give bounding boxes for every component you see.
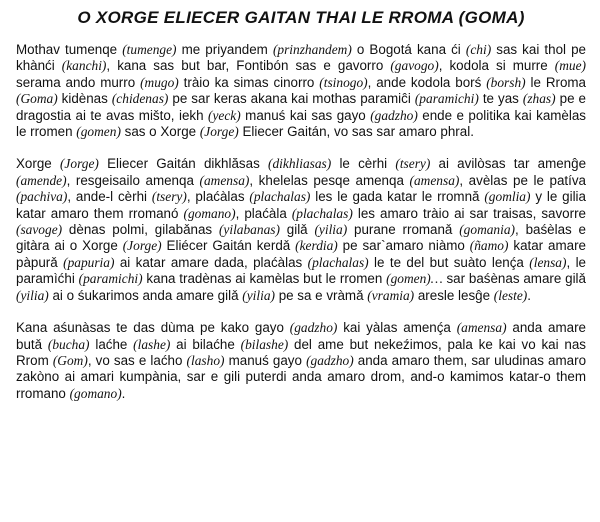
text-segment: o Bogotá kana ći [351,42,466,57]
text-segment: gilǎ [279,222,315,238]
pronunciation-gloss: (kerdia) [295,238,338,254]
pronunciation-gloss: (mue) [554,58,586,74]
paragraph-2 [16,156,586,304]
pronunciation-gloss: (Jorge) [122,238,162,254]
text-segment: ai avilòsas tar amenĝe [430,156,587,172]
text-segment: . [527,287,531,303]
pronunciation-gloss: (lensa) [529,254,567,270]
pronunciation-gloss: (dikhliasas) [268,156,332,172]
pronunciation-gloss: (kanchi) [61,58,107,74]
text-segment: , khelelas pesqe amenqa [249,172,410,188]
text-segment: laćhe [89,336,134,352]
pronunciation-gloss: (lasho) [186,352,225,368]
pronunciation-gloss: (mugo) [140,74,179,90]
pronunciation-gloss: (gomen)… [386,271,443,287]
pronunciation-gloss: (Jorge) [59,156,99,172]
pronunciation-gloss: (gadzho) [306,352,354,368]
text-segment: dènas polmi, gilabǎnas [62,222,219,238]
text-segment: pe sar keras akana kai mothas paramiĉi [168,91,415,107]
pronunciation-gloss: (paramichi) [78,271,143,287]
pronunciation-gloss: (amensa) [456,320,507,336]
text-segment: y le gilia katar amaro them rromanó [16,189,586,221]
pronunciation-gloss: (pachiva) [16,189,68,205]
pronunciation-gloss: (leste) [493,287,528,303]
document-title: O XORGE ELIECER GAITAN THAI LE RROMA (GOMA) [77,8,525,27]
text-segment: , baśèlas e gitàra ai o Xorge [16,222,586,254]
pronunciation-gloss: (paramichi) [414,91,479,107]
pronunciation-gloss: (Goma) [16,91,58,107]
pronunciation-gloss: (zhas) [522,91,556,107]
text-segment: les amaro tràio ai sar traisas, savorre [352,205,586,221]
text-segment: les le gada katar le rromnă [310,189,485,205]
pronunciation-gloss: (tsery) [151,189,187,205]
pronunciation-gloss: (gavogo) [390,58,439,74]
pronunciation-gloss: (yeck) [208,107,241,123]
pronunciation-gloss: (savoge) [16,222,63,238]
pronunciation-gloss: (tumenge) [122,42,177,57]
paragraph-3 [16,320,586,402]
text-segment: Eliecer Gaitán, vo sas sar amaro phral. [238,124,474,140]
pronunciation-gloss: (lashe) [133,336,171,352]
text-segment: le cèrhi [331,156,396,172]
pronunciation-gloss: (ñamo) [469,238,509,254]
text-segment: kidènas [57,91,112,107]
text-segment: purane rromanǎ [347,222,460,238]
text-segment: ai o śukarimos anda amare gilǎ [48,287,243,303]
text-segment: sar baśènas amare gilǎ [442,271,586,287]
pronunciation-gloss: (yilia) [16,287,49,303]
text-segment: me priyandem [176,42,273,57]
pronunciation-gloss: (gomlia) [484,189,531,205]
pronunciation-gloss: (bilashe) [240,336,289,352]
pronunciation-gloss: (plachalas) [307,254,369,270]
text-segment: anda amaro them, sar uludinas amaro zakòno ai amari kumpània, sar e gili puterdi anda amaro drom, and-o kamimos katar-o them rromano [16,352,587,401]
text-segment: sas kai thol pe khànći [16,42,586,74]
text-segment: , plaćàla [235,205,292,221]
pronunciation-gloss: (tsinogo) [319,74,368,90]
pronunciation-gloss: (yilia) [242,287,275,303]
text-segment: anda amare butǎ [16,320,586,352]
text-segment: tràio ka simas cinorro [178,74,320,90]
text-segment: pe sar`amaro niàmo [337,238,470,254]
text-segment: del ame but nekeźimos, pala ke kai vo kai nas Rrom [16,336,586,368]
text-segment: manuś gayo [224,352,307,368]
pronunciation-gloss: (gadzho) [370,107,418,123]
text-segment: , vo sas e laćho [87,352,187,368]
text-segment: ende e politika kai kamèlas le rromen [16,107,586,140]
text-segment: sas o Xorge [120,124,200,140]
pronunciation-gloss: (gomano) [69,385,122,401]
pronunciation-gloss: (Gom) [52,352,88,368]
text-segment: Eliécer Gaitán kerdǎ [161,238,296,254]
pronunciation-gloss: (gomania) [459,222,516,238]
text-segment: , plaćàlas [186,189,250,205]
pronunciation-gloss: (plachalas) [291,205,353,221]
pronunciation-gloss: (amensa) [409,172,460,188]
text-segment: Mothav tumenqe [16,42,123,57]
text-segment: , kana sas but bar, Fontibón sas e gavorro [106,58,391,74]
pronunciation-gloss: (yilia) [314,222,348,238]
pronunciation-gloss: (tsery) [395,156,431,172]
text-segment: le te del but suàto lenḉa [368,254,530,270]
text-segment: , kodola si murre [438,58,555,74]
text-segment: kai yàlas amenḉa [337,320,457,336]
pronunciation-gloss: (borsh) [486,74,526,90]
text-segment: Kana aśunàsas te das dùma pe kako gayo [16,320,290,336]
text-segment: kana tradènas ai kamèlas but le rromen [142,271,387,287]
text-segment: ai katar amare dada, plaćàlas [114,254,308,270]
text-segment: aresle lesĝe [414,287,494,303]
pronunciation-gloss: (prinzhandem) [272,42,352,57]
pronunciation-gloss: (chidenas) [111,91,169,107]
text-segment: te yas [478,91,523,107]
text-segment: , ande-l cèrhi [67,189,152,205]
text-segment: , resgeisailo amenqa [66,172,200,188]
pronunciation-gloss: (gadzho) [289,320,338,336]
text-segment: Xorge [16,156,60,172]
text-segment: pe e dragostia ai te avas mišto, iekh [16,91,586,123]
text-segment: pe sa e vràmǎ [274,287,368,303]
text-segment: , avèlas pe le patíva [459,172,587,188]
pronunciation-gloss: (gomano) [183,205,236,221]
text-segment: katar amare pàpurǎ [16,238,587,270]
text-segment: manuś kai sas gayo [240,107,371,123]
paragraph-1 [16,42,586,140]
pronunciation-gloss: (gomen) [76,124,121,140]
pronunciation-gloss: (papuria) [63,254,115,270]
text-segment: serama ando murro [16,74,141,90]
text-segment: ai bilaćhe [170,336,241,352]
pronunciation-gloss: (Jorge) [199,124,239,140]
document-body [16,42,586,402]
text-segment: Eliecer Gaitán dikhlăsas [98,156,268,172]
text-segment: , le paramìćhi [16,254,586,287]
pronunciation-gloss: (yilabanas) [218,222,280,238]
text-segment: le Rroma [525,74,586,90]
pronunciation-gloss: (amende) [16,172,67,188]
pronunciation-gloss: (vramia) [367,287,415,303]
pronunciation-gloss: (chi) [465,42,492,57]
pronunciation-gloss: (amensa) [199,172,250,188]
text-segment: , ande kodola borś [367,74,487,90]
text-segment: . [121,385,126,401]
pronunciation-gloss: (bucha) [47,336,90,352]
pronunciation-gloss: (plachalas) [249,189,311,205]
